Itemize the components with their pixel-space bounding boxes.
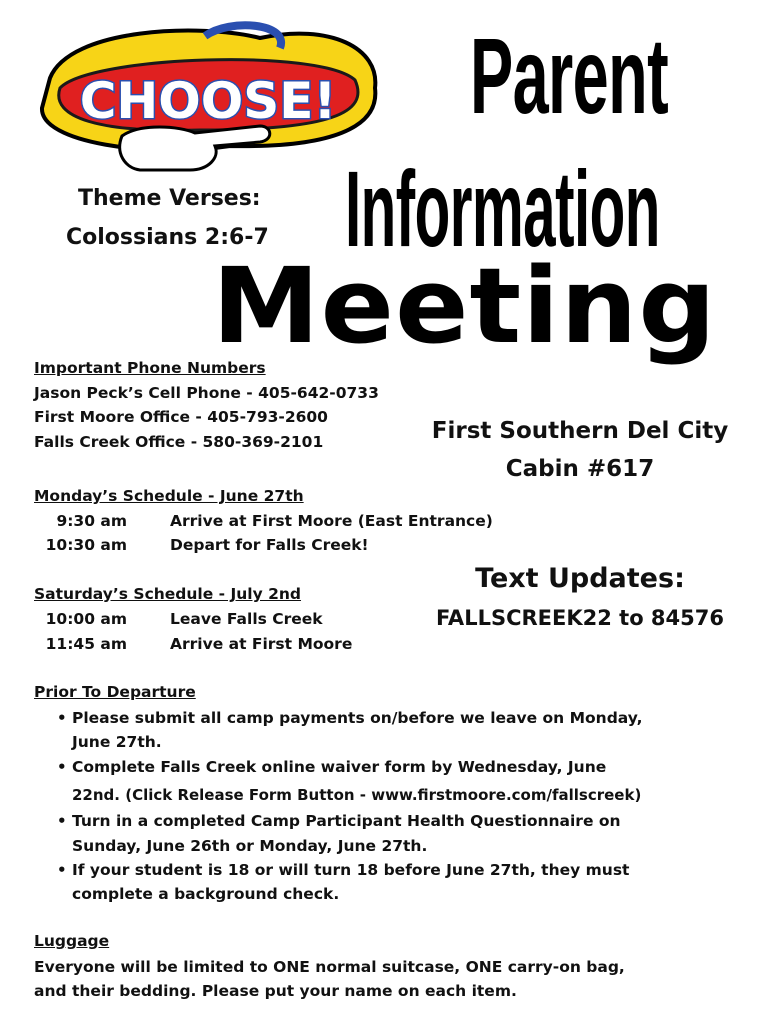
theme-verses-reference: Colossians 2:6-7 bbox=[66, 225, 269, 250]
monday-activity-1: Arrive at First Moore (East Entrance) bbox=[170, 512, 493, 530]
bullet-icon: • bbox=[57, 812, 67, 830]
church-name: First Southern Del City bbox=[431, 418, 729, 444]
cabin-number: Cabin #617 bbox=[505, 456, 655, 482]
monday-time-1: 9:30 am bbox=[56, 512, 127, 530]
luggage-line-2: and their bedding. Please put your name on each item. bbox=[34, 982, 517, 1000]
luggage-heading: Luggage bbox=[34, 932, 110, 950]
logo-text: CHOOSE! bbox=[79, 72, 337, 130]
saturday-heading: Saturday’s Schedule - July 2nd bbox=[34, 585, 302, 603]
title-parent: Parent bbox=[470, 15, 669, 136]
saturday-time-1: 10:00 am bbox=[45, 610, 127, 628]
bullet-icon: • bbox=[57, 709, 67, 727]
phone-falls-creek: Falls Creek Office - 580-369-2101 bbox=[34, 433, 324, 451]
prior-item-4-line-2: complete a background check. bbox=[72, 885, 340, 903]
prior-item-1-line-1: Please submit all camp payments on/before we leave on Monday, bbox=[72, 709, 643, 727]
text-updates-body: FALLSCREEK22 to 84576 bbox=[436, 606, 724, 630]
prior-item-2-line-2: 22nd. (Click Release Form Button - www.firstmoore.com/fallscreek) bbox=[72, 786, 642, 804]
luggage-line-1: Everyone will be limited to ONE normal suitcase, ONE carry-on bag, bbox=[34, 958, 625, 976]
monday-activity-2: Depart for Falls Creek! bbox=[170, 536, 369, 554]
monday-heading: Monday’s Schedule - June 27th bbox=[34, 487, 304, 505]
phone-jason: Jason Peck’s Cell Phone - 405-642-0733 bbox=[34, 384, 379, 402]
text-updates-title: Text Updates: bbox=[475, 563, 685, 594]
phones-heading: Important Phone Numbers bbox=[34, 359, 266, 377]
prior-item-1-line-2: June 27th. bbox=[72, 733, 162, 751]
saturday-activity-2: Arrive at First Moore bbox=[170, 635, 353, 653]
theme-verses-label: Theme Verses: bbox=[78, 186, 261, 211]
title-meeting: Meeting bbox=[212, 245, 717, 367]
prior-item-4-line-1: If your student is 18 or will turn 18 before June 27th, they must bbox=[72, 861, 630, 879]
phone-first-moore: First Moore Office - 405-793-2600 bbox=[34, 408, 328, 426]
prior-item-3-line-1: Turn in a completed Camp Participant Health Questionnaire on bbox=[72, 812, 621, 830]
bullet-icon: • bbox=[57, 861, 67, 879]
bullet-icon: • bbox=[57, 758, 67, 776]
title-information: Information bbox=[345, 148, 660, 269]
prior-heading: Prior To Departure bbox=[34, 683, 196, 701]
saturday-time-2: 11:45 am bbox=[45, 635, 127, 653]
choose-logo bbox=[30, 18, 385, 188]
monday-time-2: 10:30 am bbox=[45, 536, 127, 554]
saturday-activity-1: Leave Falls Creek bbox=[170, 610, 323, 628]
prior-item-3-line-2: Sunday, June 26th or Monday, June 27th. bbox=[72, 837, 428, 855]
prior-item-2-line-1: Complete Falls Creek online waiver form by Wednesday, June bbox=[72, 758, 607, 776]
